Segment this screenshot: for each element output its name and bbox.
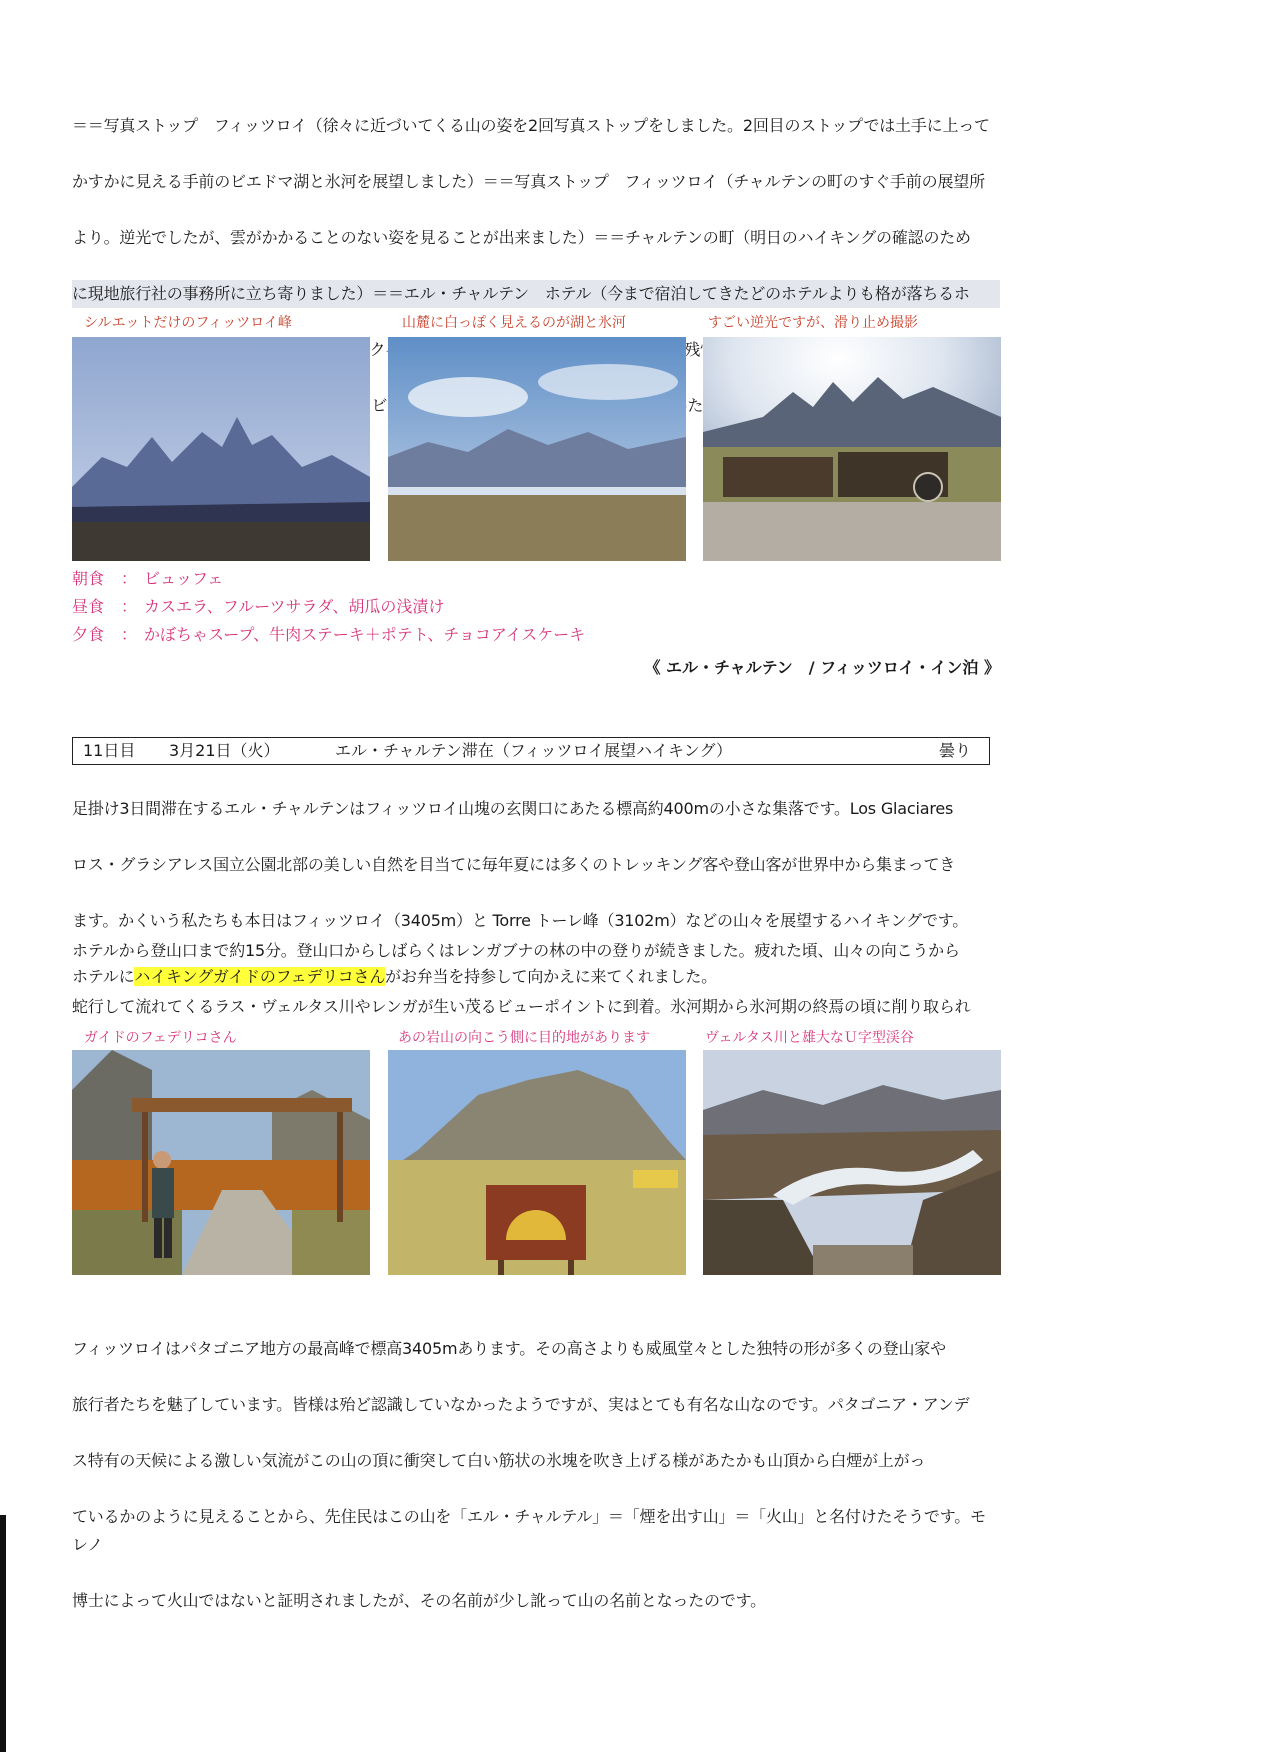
day-weather: 曇り: [939, 741, 972, 760]
photo-caption: 山麓に白っぽく見えるのが湖と氷河: [402, 315, 626, 331]
meal-separator: ：: [120, 625, 137, 644]
paragraph-line: 博士によって火山ではないと証明されましたが、その名前が少し訛って山の名前となったのです。: [72, 1591, 766, 1610]
closing-paragraph: [72, 1307, 1000, 1643]
guide-federico-photo: [72, 1050, 370, 1275]
scan-edge-mark: [0, 1515, 6, 1752]
day-title: エル・チャルテン滞在（フィッツロイ展望ハイキング）: [335, 741, 732, 760]
intro-line: かすかに見える手前のビエドマ湖と氷河を展望しました）＝＝写真ストップ フィッツロイ（チャルテンの町のすぐ手前の展望所: [72, 172, 985, 191]
paragraph-line: ロス・グラシアレス国立公園北部の美しい自然を目当てに毎年夏には多くのトレッキング客や登山客が世界中から集まってき: [72, 855, 956, 874]
meal-dinner: [72, 622, 585, 645]
photo-caption: あの岩山の向こう側に目的地があります: [398, 1030, 650, 1046]
paragraph-line: ス特有の天候による激しい気流がこの山の頂に衝突して白い筋状の氷塊を吹き上げる様があたかも山頂から白煙が上がっ: [72, 1451, 926, 1470]
paragraph-line: フィッツロイはパタゴニア地方の最高峰で標高3405mあります。その高さよりも威風堂々とした独特の形が多くの登山家や: [72, 1339, 946, 1358]
paragraph-line: ホテルから登山口まで約15分。登山口からしばらくはレンガブナの林の中の登りが続きました。疲れた頃、山々の向こうから: [72, 941, 960, 960]
day-header: [72, 737, 990, 765]
line-text: ホテルに: [72, 967, 135, 986]
meal-value: カスエラ、フルーツサラダ、胡瓜の浅漬け: [144, 597, 445, 616]
paragraph-line: 足掛け3日間滞在するエル・チャルテンはフィッツロイ山塊の玄関口にあたる標高約400mの小さな集落です。Los Glaciares: [72, 799, 954, 818]
photo-caption: ガイドのフェデリコさん: [84, 1030, 237, 1046]
stay-note: 《 エル・チャルテン / フィッツロイ・イン泊 》: [644, 658, 1000, 677]
valley-river-photo: [703, 1050, 1001, 1275]
meal-separator: ：: [120, 569, 137, 588]
lake-glacier-photo: [388, 337, 686, 561]
meal-label: 夕食: [72, 625, 105, 644]
meal-label: 昼食: [72, 597, 105, 616]
meal-value: ビュッフェ: [144, 569, 224, 588]
paragraph-line: 旅行者たちを魅了しています。皆様は殆ど認識していなかったようですが、実はとても有名な山なのです。パタゴニア・アンデ: [72, 1395, 970, 1414]
intro-line: ＝＝写真ストップ フィッツロイ（徐々に近づいてくる山の姿を2回写真ストップをしました。2回目のストップでは土手に上って: [72, 116, 990, 135]
day-date: 3月21日（火）: [169, 741, 280, 760]
photo-caption: シルエットだけのフィッツロイ峰: [84, 315, 292, 331]
intro-line: に現地旅行社の事務所に立ち寄りました）＝＝エル・チャルテン ホテル（今まで宿泊してきたどのホテルよりも格が落ちるホ: [72, 280, 1000, 308]
meal-separator: ：: [120, 597, 137, 616]
photo-caption: すごい逆光ですが、滑り止め撮影: [708, 315, 918, 331]
backlit-fitzroy-photo: [703, 337, 1001, 561]
paragraph-line: 蛇行して流れてくるラス・ヴェルタス川やレンガが生い茂るビューポイントに到着。氷河期から氷河期の終焉の頃に削り取られ: [72, 997, 971, 1016]
highlighted-guide-text: ハイキングガイドのフェデリコさん: [134, 967, 386, 986]
paragraph-line: ているかのように見えることから、先住民はこの山を「エル・チャルテル」＝「煙を出す山」＝「火山」と名付けたそうです。モレノ: [72, 1507, 986, 1554]
photo-caption: ヴェルタス川と雄大なＵ字型渓谷: [705, 1030, 914, 1046]
paragraph-line: ます。かくいう私たちも本日はフィッツロイ（3405m）と Torre トーレ峰（3102m）などの山々を展望するハイキングです。: [72, 911, 969, 930]
meal-lunch: [72, 594, 444, 617]
meal-value: かぼちゃスープ、牛肉ステーキ＋ポテト、チョコアイスケーキ: [144, 625, 586, 644]
line-text: がお弁当を持参して向かえに来てくれました。: [385, 967, 717, 986]
meal-breakfast: [72, 566, 223, 589]
rock-mountain-photo: [388, 1050, 686, 1275]
intro-line: より。逆光でしたが、雲がかかることのない姿を見ることが出来ました）＝＝チャルテンの町（明日のハイキングの確認のため: [72, 228, 971, 247]
fitzroy-silhouette-photo: [72, 337, 370, 561]
day-number: 11日目: [83, 741, 136, 760]
meal-label: 朝食: [72, 569, 105, 588]
